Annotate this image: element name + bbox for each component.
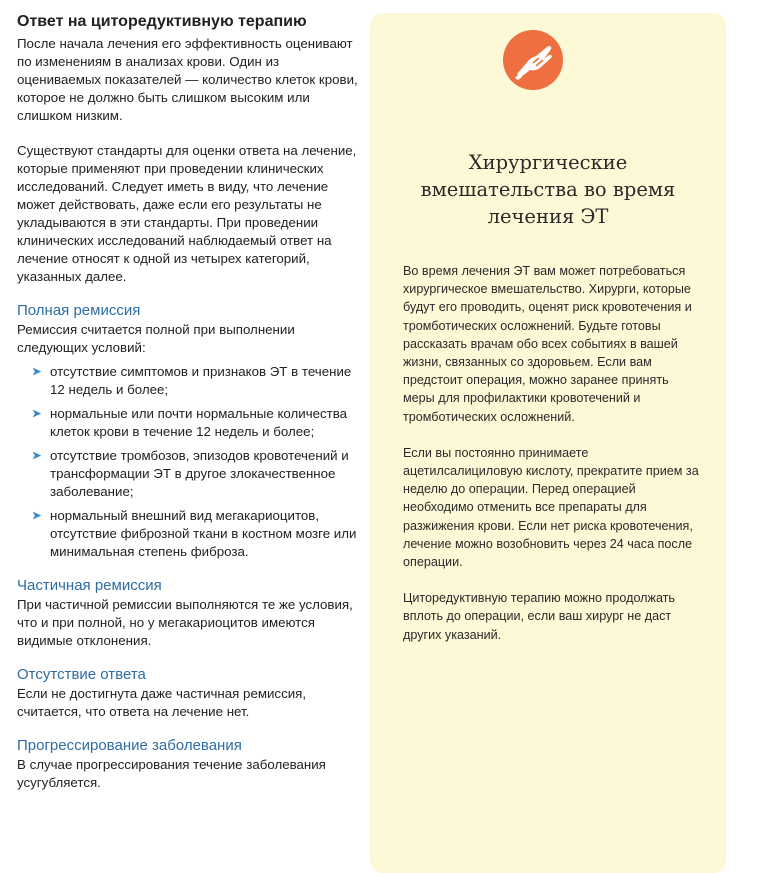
- section-title: Ответ на циторедуктивную терапию: [17, 13, 307, 30]
- card-paragraph: Циторедуктивную терапию можно продолжать вплоть до операции, если ваш хирург не даст других указаний.: [403, 591, 675, 642]
- no-response-heading: Отсутствие ответа: [17, 666, 146, 683]
- card-title: Хирургические вмешательства во время лечения ЭТ: [420, 151, 676, 228]
- chevron-right-icon: ➤: [32, 366, 42, 378]
- progression-heading: Прогрессирование заболевания: [17, 737, 242, 754]
- list-item: [17, 405, 362, 441]
- chevron-right-icon: ➤: [32, 408, 42, 420]
- complete-remission-list: [17, 363, 362, 561]
- no-response-text: Если не достигнута даже частичная ремиссия, считается, что ответа на лечение нет.: [17, 686, 307, 719]
- chevron-right-icon: ➤: [32, 450, 42, 462]
- list-item: [17, 363, 362, 399]
- progression-text: В случае прогрессирования течение заболевания усугубляется.: [17, 757, 326, 790]
- complete-remission-text: Ремиссия считается полной при выполнении следующих условий:: [17, 322, 295, 355]
- list-item-text: нормальные или почти нормальные количества клеток крови в течение 12 недель и более;: [50, 406, 348, 439]
- card-paragraph: Во время лечения ЭТ вам может потребоваться хирургическое вмешательство. Хирурги, которые будут его проводить, оценят риск кровотечения и тромботических осложнений. Будьте готовы рассказать врачам обо всех событиях в вашей жизни, связанных со здоровьем. Если вам предстоит операция, можно заранее принять меры для профилактики кровотечений и тромботических осложнений.: [403, 264, 692, 424]
- chevron-right-icon: ➤: [32, 510, 42, 522]
- scalpel-hand-icon: [503, 30, 563, 90]
- card-body: [403, 262, 703, 662]
- standards-paragraph: Существуют стандарты для оценки ответа на лечение, которые применяют при проведении клинических исследований. Следует иметь в виду, что лечение может действовать, даже если его результаты не укладываются в эти стандарты. При проведении клинических исследований наблюдаемый ответ на лечение относят к одной из четырех категорий, указанных далее.: [17, 143, 357, 284]
- list-item: [17, 447, 362, 501]
- card-paragraph: Если вы постоянно принимаете ацетилсалициловую кислоту, прекратите прием за неделю до операции. Перед операцией необходимо отменить все препараты для разжижения крови. Если нет риска кровотечения, лечение можно возобновить через 24 часа после операции.: [403, 445, 699, 570]
- intro-paragraph: После начала лечения его эффективность оценивают по изменениям в анализах крови. Один из оцениваемых показателей — количество клеток крови, которое не должно быть слишком высоким или слишком низким.: [17, 36, 358, 123]
- complete-remission-heading: Полная ремиссия: [17, 302, 141, 319]
- list-item-text: отсутствие тромбозов, эпизодов кровотечений и трансформации ЭТ в другое злокачественное заболевание;: [50, 448, 349, 499]
- left-column: [17, 12, 362, 792]
- partial-remission-text: При частичной ремиссии выполняются те же условия, что и при полной, но у мегакариоцитов имеются видимые отклонения.: [17, 597, 353, 648]
- list-item-text: нормальный внешний вид мегакариоцитов, отсутствие фиброзной ткани в костном мозге или минимальная степень фиброза.: [50, 508, 357, 559]
- list-item-text: отсутствие симптомов и признаков ЭТ в течение 12 недель и более;: [50, 364, 352, 397]
- surgery-info-card: [370, 13, 726, 873]
- partial-remission-heading: Частичная ремиссия: [17, 577, 162, 594]
- list-item: [17, 507, 362, 561]
